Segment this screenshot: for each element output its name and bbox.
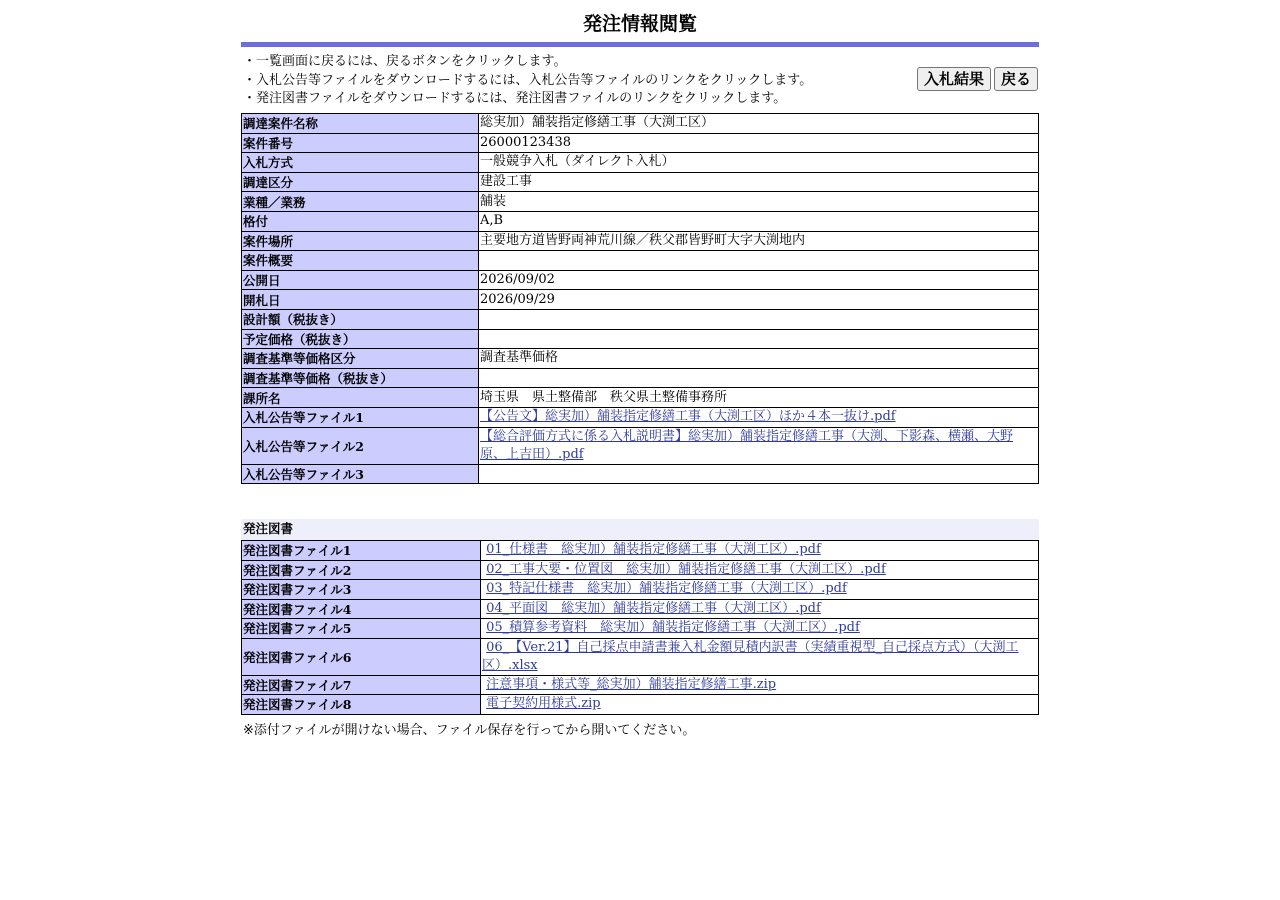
- file-label: 発注図書ファイル4: [242, 599, 481, 619]
- button-group: [917, 67, 1038, 91]
- info-table: [241, 113, 1039, 484]
- row-label: 予定価格（税抜き）: [242, 329, 479, 349]
- page-title: 発注情報閲覧: [582, 13, 697, 35]
- row-label: 開札日: [242, 290, 479, 310]
- table-row: [242, 580, 1039, 600]
- row-value: A,B: [479, 211, 1039, 231]
- bid-result-button[interactable]: 入札結果: [917, 67, 991, 91]
- file-cell: [481, 638, 1039, 675]
- file-cell: [481, 695, 1039, 715]
- file-cell: [481, 560, 1039, 580]
- row-value: 一般競争入札（ダイレクト入札）: [479, 153, 1039, 173]
- doc-file-link-3[interactable]: 03_特記仕様書 総実加）舗装指定修繕工事（大渕工区）.pdf: [486, 581, 847, 597]
- table-row: [242, 114, 1039, 134]
- table-row: [242, 270, 1039, 290]
- docs-table: [241, 540, 1039, 715]
- instruction-line: ・発注図書ファイルをダウンロードするには、発注図書ファイルのリンクをクリックします。: [243, 91, 787, 106]
- row-value: [479, 251, 1039, 271]
- row-value: 総実加）舗装指定修繕工事（大渕工区）: [479, 114, 1039, 134]
- file-label: 発注図書ファイル6: [242, 638, 481, 675]
- table-row: [242, 172, 1039, 192]
- table-row: [242, 638, 1039, 675]
- bid-notice-file-link-1[interactable]: 【公告文】総実加）舗装指定修繕工事（大渕工区）ほか４本一抜け.pdf: [480, 409, 896, 425]
- row-label: 案件場所: [242, 231, 479, 251]
- table-row: [242, 464, 1039, 484]
- file-cell: [481, 599, 1039, 619]
- row-value: 舗装: [479, 192, 1039, 212]
- row-value: 主要地方道皆野両神荒川線／秩父郡皆野町大字大渕地内: [479, 231, 1039, 251]
- file-cell: [481, 541, 1039, 561]
- docs-section-title: 発注図書: [241, 519, 1039, 540]
- main-container: [241, 0, 1039, 738]
- bid-notice-file-link-2[interactable]: 【総合評価方式に係る入札説明書】総実加）舗装指定修繕工事（大渕、下影森、横瀬、大野原、上吉田）.pdf: [480, 428, 1014, 462]
- doc-file-link-4[interactable]: 04_平面図 総実加）舗装指定修繕工事（大渕工区）.pdf: [486, 600, 821, 616]
- doc-file-link-8[interactable]: 電子契約用様式.zip: [486, 696, 601, 712]
- table-row: [242, 349, 1039, 369]
- table-row: [242, 368, 1039, 388]
- row-value: 調査基準価格: [479, 349, 1039, 369]
- row-label: 調査基準等価格区分: [242, 349, 479, 369]
- table-row: [242, 675, 1039, 695]
- row-value: 2026/09/29: [479, 290, 1039, 310]
- table-row: [242, 211, 1039, 231]
- table-row: [242, 251, 1039, 271]
- file-label: 発注図書ファイル2: [242, 560, 481, 580]
- back-button[interactable]: 戻る: [994, 67, 1038, 91]
- file-label: 発注図書ファイル1: [242, 541, 481, 561]
- doc-file-link-5[interactable]: 05_積算参考資料 総実加）舗装指定修繕工事（大渕工区）.pdf: [486, 620, 860, 636]
- table-row: [242, 133, 1039, 153]
- file-label: 発注図書ファイル7: [242, 675, 481, 695]
- table-row: [242, 541, 1039, 561]
- file-label: 発注図書ファイル3: [242, 580, 481, 600]
- row-label: 公開日: [242, 270, 479, 290]
- file-label: 発注図書ファイル5: [242, 619, 481, 639]
- row-label: 調達区分: [242, 172, 479, 192]
- table-row: [242, 695, 1039, 715]
- doc-file-link-6[interactable]: 06_【Ver.21】自己採点申請書兼入札金額見積内訳書（実績重視型_自己採点方式）（大渕工区）.xlsx: [482, 639, 1019, 673]
- file-cell: [479, 464, 1039, 484]
- instruction-line: ・入札公告等ファイルをダウンロードするには、入札公告等ファイルのリンクをクリックします。: [243, 72, 813, 88]
- row-value: [479, 368, 1039, 388]
- row-label: 格付: [242, 211, 479, 231]
- table-row: [242, 329, 1039, 349]
- table-row: [242, 599, 1039, 619]
- table-row: [242, 231, 1039, 251]
- row-label: 設計額（税抜き）: [242, 309, 479, 329]
- file-cell: [481, 675, 1039, 695]
- table-row: [242, 388, 1039, 408]
- row-label: 調達案件名称: [242, 114, 479, 134]
- instructions-list: [243, 53, 812, 109]
- file-cell: [481, 619, 1039, 639]
- file-cell: [479, 427, 1039, 464]
- row-label: 業種／業務: [242, 192, 479, 212]
- row-value: [479, 309, 1039, 329]
- table-row: [242, 407, 1039, 427]
- table-row: [242, 153, 1039, 173]
- row-value: 26000123438: [479, 133, 1039, 153]
- file-open-note: ※添付ファイルが開けない場合、ファイル保存を行ってから開いてください。: [243, 722, 696, 738]
- doc-file-link-7[interactable]: 注意事項・様式等_総実加）舗装指定修繕工事.zip: [486, 676, 777, 692]
- doc-file-link-1[interactable]: 01_仕様書 総実加）舗装指定修繕工事（大渕工区）.pdf: [486, 542, 821, 558]
- instruction-line: ・一覧画面に戻るには、戻るボタンをクリックします。: [243, 54, 567, 69]
- file-label: 発注図書ファイル8: [242, 695, 481, 715]
- table-row: [242, 427, 1039, 464]
- row-label: 課所名: [242, 388, 479, 408]
- file-cell: [479, 407, 1039, 427]
- file-cell: [481, 580, 1039, 600]
- row-label: 案件番号: [242, 133, 479, 153]
- row-value: 建設工事: [479, 172, 1039, 192]
- row-label: 案件概要: [242, 251, 479, 271]
- row-value: [479, 329, 1039, 349]
- instructions-area: [241, 47, 1039, 113]
- table-row: [242, 309, 1039, 329]
- table-row: [242, 290, 1039, 310]
- row-label: 入札方式: [242, 153, 479, 173]
- file-label: 入札公告等ファイル3: [242, 464, 479, 484]
- table-row: [242, 619, 1039, 639]
- file-label: 入札公告等ファイル2: [242, 427, 479, 464]
- row-value: 埼玉県 県土整備部 秩父県土整備事務所: [479, 388, 1039, 408]
- row-label: 調査基準等価格（税抜き）: [242, 368, 479, 388]
- table-row: [242, 192, 1039, 212]
- doc-file-link-2[interactable]: 02_工事大要・位置図 総実加）舗装指定修繕工事（大渕工区）.pdf: [486, 561, 886, 577]
- file-label: 入札公告等ファイル1: [242, 407, 479, 427]
- row-value: 2026/09/02: [479, 270, 1039, 290]
- table-row: [242, 560, 1039, 580]
